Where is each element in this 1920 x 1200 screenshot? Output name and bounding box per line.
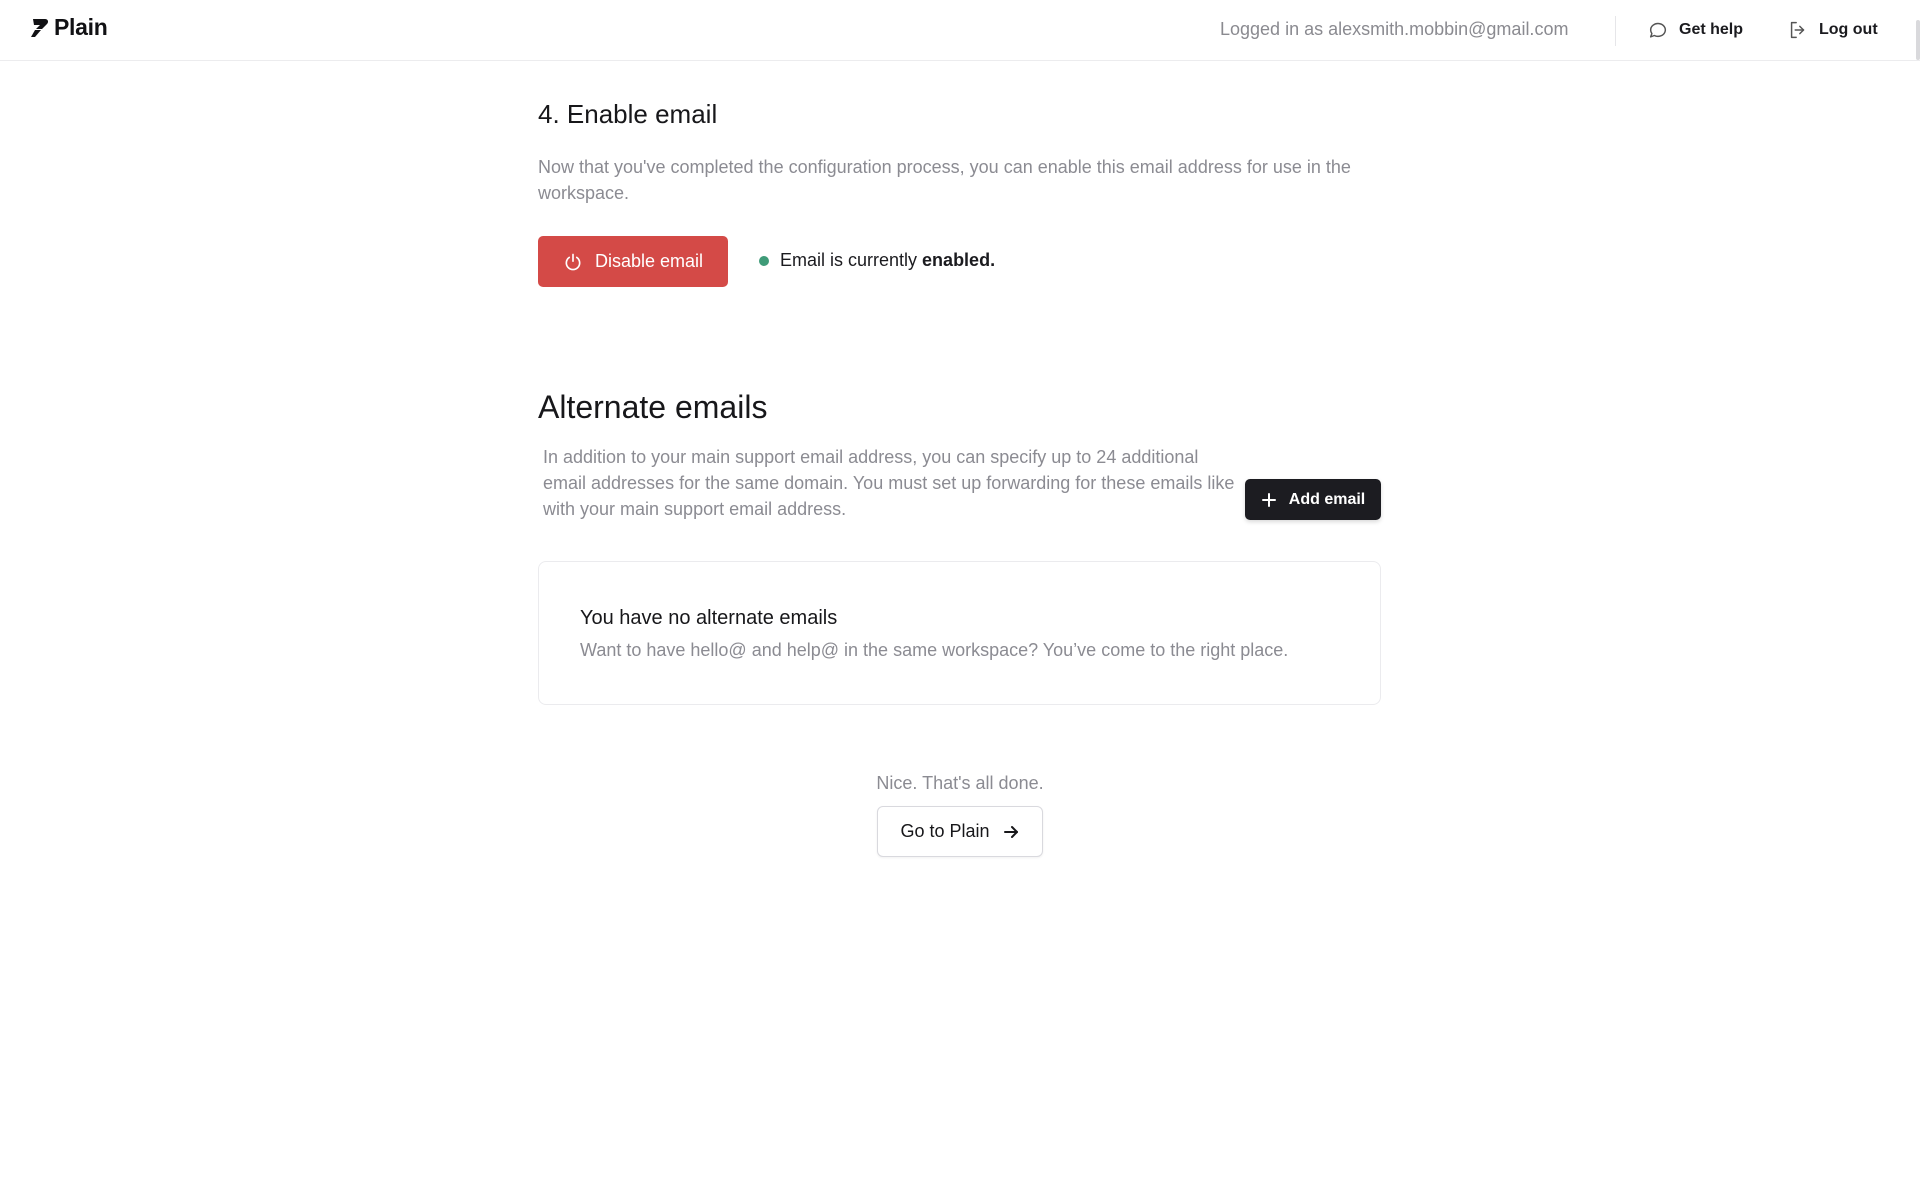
empty-state-description: Want to have hello@ and help@ in the same workspace? You’ve come to the right place. [580,640,1289,660]
get-help-label: Get help [1679,21,1744,38]
add-email-label: Add email [1288,490,1366,508]
status-text [780,250,995,271]
completion-message: Nice. That's all done. [876,773,1044,793]
top-header [0,0,1920,61]
disable-email-label: Disable email [594,251,704,271]
scrollbar-thumb[interactable] [1916,20,1920,60]
brand-name: Plain [54,14,108,40]
alternate-emails-title: Alternate emails [538,389,768,425]
get-help-button[interactable] [1647,14,1743,46]
log-out-icon [1787,19,1809,41]
enable-email-description: Now that you've completed the configuration process, you can enable this email address for use in the workspace. [538,157,1351,203]
plain-logo-icon [30,17,50,39]
disable-email-button[interactable] [538,236,728,287]
go-to-plain-label: Go to Plain [900,821,990,841]
status-dot-icon [759,256,769,266]
brand-logo[interactable] [30,14,107,41]
plus-icon [1261,492,1277,508]
email-status [759,250,995,271]
enable-email-title: 4. Enable email [538,99,718,129]
arrow-right-icon [1002,823,1020,841]
header-divider [1615,16,1616,46]
power-icon [563,252,583,272]
log-out-button[interactable] [1787,14,1878,46]
chat-bubble-icon [1647,19,1669,41]
empty-state-card [538,561,1381,705]
status-prefix: Email is currently [780,250,918,270]
empty-state-title: You have no alternate emails [580,607,838,629]
alternate-emails-description: In addition to your main support email address, you can specify up to 24 additional email addresses for the same domain. You must set up forwarding for these emails like with your main support email address. [543,447,1235,519]
status-value: enabled. [922,250,996,270]
go-to-plain-button[interactable] [877,806,1043,857]
logged-in-label: Logged in as alexsmith.mobbin@gmail.com [1220,19,1569,39]
add-email-button[interactable] [1245,479,1381,520]
log-out-label: Log out [1819,21,1878,38]
